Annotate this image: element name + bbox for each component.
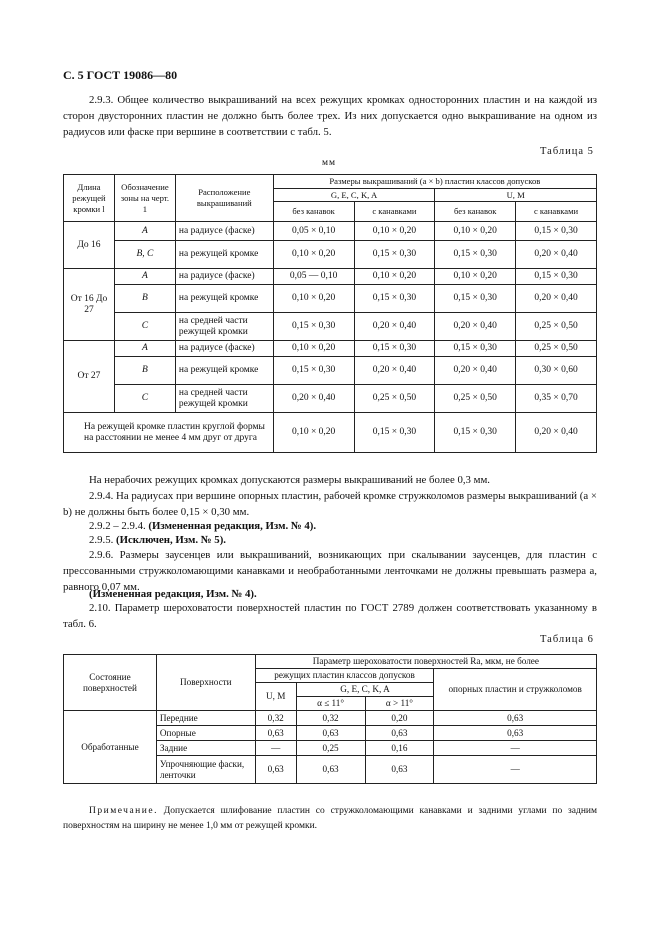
col-header-cutting: режущих пластин классов допусков xyxy=(255,669,434,683)
col-header-surface: Поверхности xyxy=(156,655,255,711)
value-cell: 0,20 × 0,40 xyxy=(273,385,354,413)
zone-cell: A xyxy=(142,271,148,281)
value-cell: 0,10 × 0,20 xyxy=(354,269,435,285)
table-row xyxy=(64,413,597,453)
surface-cell: Опорные xyxy=(156,726,255,741)
table-row xyxy=(64,711,597,726)
value-cell: 0,35 × 0,70 xyxy=(516,385,597,413)
value-cell: 0,63 xyxy=(434,726,597,741)
paragraph-2-9-5: 2.9.5. (Исключен, Изм. № 5). xyxy=(89,534,226,546)
col-header-location: Расположение выкрашиваний xyxy=(175,175,273,222)
value-cell: 0,10 × 0,20 xyxy=(273,241,354,269)
location-cell: на режущей кромке xyxy=(175,285,273,313)
value-cell: 0,20 × 0,40 xyxy=(354,357,435,385)
paragraph-2-9-3: 2.9.3. Общее количество выкрашиваний на всех режущих кромках односторонних пластин и на каждой из сторон двусторонних пластин не должно быть более трех. Из них допускается одно выкрашивание на одном из радиусов или фаске при вершине в соответствии с табл. 5. xyxy=(63,94,597,138)
value-cell: 0,20 × 0,40 xyxy=(516,241,597,269)
length-cell: От 16 До 27 xyxy=(64,269,115,341)
value-cell: 0,10 × 0,20 xyxy=(435,269,516,285)
value-cell: 0,25 × 0,50 xyxy=(354,385,435,413)
length-cell: До 16 xyxy=(64,222,115,269)
length-cell: От 27 xyxy=(64,341,115,413)
value-cell: 0,25 × 0,50 xyxy=(516,341,597,357)
location-cell: на режущей кромке xyxy=(175,357,273,385)
table-row xyxy=(64,222,597,241)
value-cell: 0,63 xyxy=(365,756,434,784)
value-cell: 0,30 × 0,60 xyxy=(516,357,597,385)
table-5 xyxy=(63,174,597,453)
surface-cell: Задние xyxy=(156,741,255,756)
value-cell: 0,20 × 0,40 xyxy=(354,313,435,341)
value-cell: 0,15 × 0,30 xyxy=(273,313,354,341)
value-cell: 0,20 xyxy=(365,711,434,726)
col-header-alpha-gt: α > 11° xyxy=(365,697,434,711)
state-cell: Обработанные xyxy=(64,711,157,784)
value-cell: 0,15 × 0,30 xyxy=(354,341,435,357)
value-cell: 0,10 × 0,20 xyxy=(435,222,516,241)
table-6 xyxy=(63,654,597,784)
value-cell: 0,32 xyxy=(255,711,296,726)
value-cell: — xyxy=(255,741,296,756)
value-cell: 0,63 xyxy=(255,726,296,741)
sub-header: без канавок xyxy=(435,202,516,222)
table6-note: Примечание. Допускается шлифование пластин со стружколомающими канавками и задними углами по задним поверхностям на ширину не менее 1,0 мм от режущей кромки. xyxy=(63,806,597,831)
value-cell: 0,10 × 0,20 xyxy=(354,222,435,241)
surface-cell: Передние xyxy=(156,711,255,726)
value-cell: 0,20 × 0,40 xyxy=(516,285,597,313)
value-cell: 0,25 × 0,50 xyxy=(516,313,597,341)
table5-caption: Таблица 5 xyxy=(540,146,594,157)
value-cell: 0,15 × 0,30 xyxy=(435,413,516,453)
table6-caption: Таблица 6 xyxy=(540,634,594,645)
value-cell: 0,32 xyxy=(296,711,365,726)
table-row xyxy=(64,269,597,285)
value-cell: 0,15 × 0,30 xyxy=(273,357,354,385)
value-cell: 0,20 × 0,40 xyxy=(435,357,516,385)
location-cell: на радиусе (фаске) xyxy=(175,341,273,357)
value-cell: 0,10 × 0,20 xyxy=(273,413,354,453)
value-cell: 0,63 xyxy=(434,711,597,726)
col-header-length: Длина режущей кромки l xyxy=(64,175,115,222)
value-cell: 0,63 xyxy=(296,726,365,741)
value-cell: 0,63 xyxy=(365,726,434,741)
sub-header: с канавками xyxy=(516,202,597,222)
zone-cell: B xyxy=(142,293,148,303)
col-header-um: U, M xyxy=(435,189,597,202)
location-cell: на радиусе (фаске) xyxy=(175,222,273,241)
value-cell: 0,20 × 0,40 xyxy=(435,313,516,341)
zone-cell: B xyxy=(142,365,148,375)
value-cell: 0,15 × 0,30 xyxy=(516,222,597,241)
page-header: С. 5 ГОСТ 19086—80 xyxy=(63,68,178,82)
table-row xyxy=(64,341,597,357)
table-row xyxy=(64,385,597,413)
table5-unit: мм xyxy=(322,158,337,168)
col-header-param: Параметр шероховатости поверхностей Ra, мкм, не более xyxy=(255,655,596,669)
col-header-alpha-le: α ≤ 11° xyxy=(296,697,365,711)
value-cell: 0,15 × 0,30 xyxy=(354,241,435,269)
round-plate-label: На режущей кромке пластин круглой формы на расстоянии не менее 4 мм друг от друга xyxy=(64,413,274,453)
location-cell: на режущей кромке xyxy=(175,241,273,269)
value-cell: 0,10 × 0,20 xyxy=(273,341,354,357)
zone-cell: B, C xyxy=(136,249,154,259)
zone-cell: C xyxy=(141,393,149,403)
paragraph-2-9-6: 2.9.6. Размеры заусенцев или выкрашиваний, возникающих при скалывании заусенцев, для пластин с прессованными стружколомающими канавками и необработанными ленточками не должны превышать размера a, равного 0,07 мм. xyxy=(63,549,597,593)
col-header-zone: Обозначение зоны на черт. 1 xyxy=(114,175,175,222)
value-cell: 0,25 xyxy=(296,741,365,756)
col-header-support: опорных пластин и стружколомов xyxy=(434,669,597,711)
location-cell: на радиусе (фаске) xyxy=(175,269,273,285)
table-row xyxy=(64,357,597,385)
table-row xyxy=(64,285,597,313)
paragraph-amend-4: (Измененная редакция, Изм. № 4). xyxy=(89,588,257,600)
location-cell: на средней части режущей кромки xyxy=(175,385,273,413)
value-cell: 0,63 xyxy=(296,756,365,784)
zone-cell: C xyxy=(141,321,149,331)
value-cell: 0,20 × 0,40 xyxy=(516,413,597,453)
paragraph-2-10: 2.10. Параметр шероховатости поверхностей пластин по ГОСТ 2789 должен соответствовать указанному в табл. 6. xyxy=(63,602,597,630)
value-cell: 0,05 × 0,10 xyxy=(273,222,354,241)
value-cell: 0,25 × 0,50 xyxy=(435,385,516,413)
value-cell: 0,15 × 0,30 xyxy=(435,241,516,269)
paragraph-2-9-4: 2.9.4. На радиусах при вершине опорных пластин, рабочей кромке стружколомов размеры выкрашиваний (a × b) не должны быть более 0,15 × 0,30 мм. xyxy=(63,490,597,518)
col-header-gecka: G, E, C, K, A xyxy=(296,683,434,697)
col-header-um: U, M xyxy=(255,683,296,711)
value-cell: 0,15 × 0,30 xyxy=(516,269,597,285)
col-header-state: Состояние поверхностей xyxy=(64,655,157,711)
value-cell: 0,15 × 0,30 xyxy=(435,341,516,357)
paragraph-2-9-2-amend: 2.9.2 – 2.9.4. (Измененная редакция, Изм. № 4). xyxy=(89,520,317,532)
value-cell: — xyxy=(434,756,597,784)
value-cell: 0,10 × 0,20 xyxy=(273,285,354,313)
zone-cell: A xyxy=(142,225,148,236)
table-row xyxy=(64,241,597,269)
value-cell: 0,63 xyxy=(255,756,296,784)
value-cell: — xyxy=(434,741,597,756)
sub-header: без канавок xyxy=(273,202,354,222)
value-cell: 0,15 × 0,30 xyxy=(354,285,435,313)
surface-cell: Упрочняющие фаски, ленточки xyxy=(156,756,255,784)
sub-header: с канавками xyxy=(354,202,435,222)
value-cell: 0,15 × 0,30 xyxy=(435,285,516,313)
col-header-sizes: Размеры выкрашиваний (a × b) пластин классов допусков xyxy=(273,175,596,189)
value-cell: 0,05 — 0,10 xyxy=(273,269,354,285)
value-cell: 0,15 × 0,30 xyxy=(354,413,435,453)
location-cell: на средней части режущей кромки xyxy=(175,313,273,341)
zone-cell: A xyxy=(142,343,148,353)
table-row xyxy=(64,313,597,341)
value-cell: 0,16 xyxy=(365,741,434,756)
paragraph-nonworking-edges: На нерабочих режущих кромках допускаются размеры выкрашиваний не более 0,3 мм. xyxy=(89,474,491,486)
col-header-gecka: G, E, C, K, A xyxy=(273,189,435,202)
